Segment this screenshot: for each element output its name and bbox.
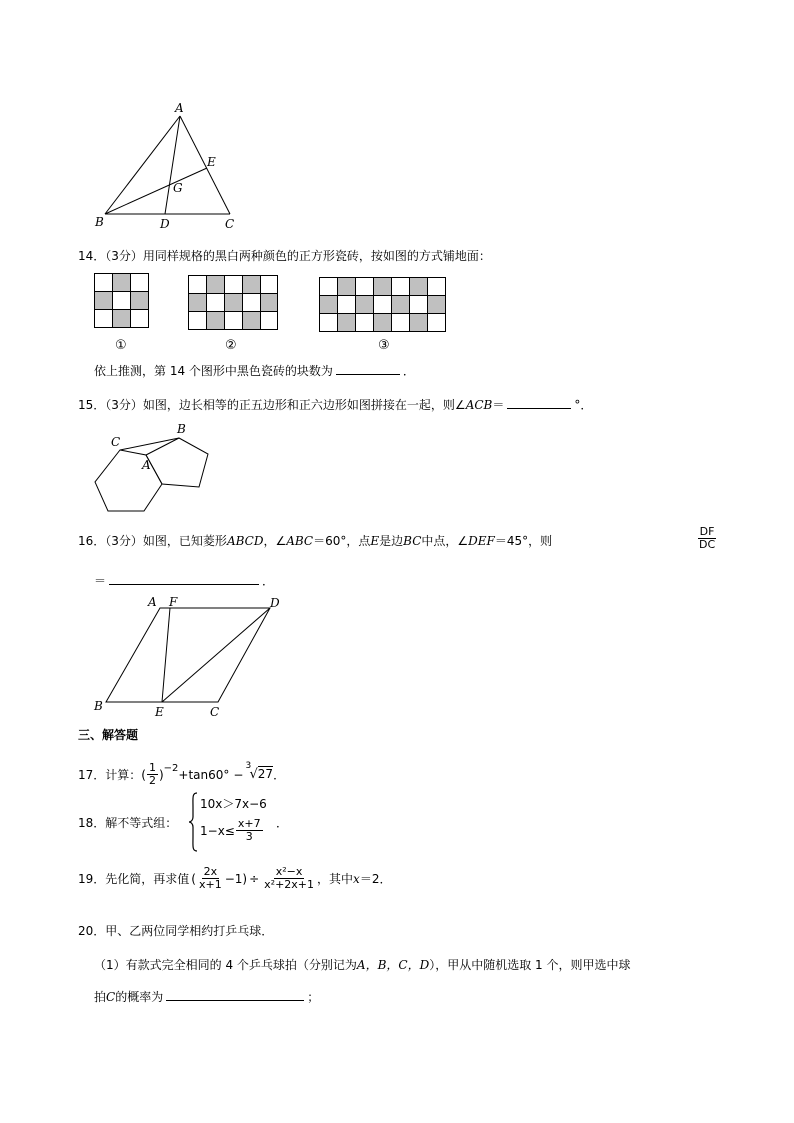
point-e-label: E — [155, 705, 164, 719]
question-14-stem: 14．（3分）用同样规格的黑白两种颜色的正方形瓷砖，按如图的方式铺地面： — [78, 249, 491, 263]
section-heading: 三、解答题 — [78, 728, 139, 742]
pentagon-hexagon-figure — [90, 418, 220, 516]
point-c-label: C — [210, 705, 220, 719]
point-g-label: G — [173, 181, 183, 195]
inequality-2: 1−x≤ $\frac{x+7}{3}$ — [200, 817, 261, 843]
triangle-figure — [85, 96, 255, 236]
question-18-label: 18．解不等式组： — [78, 816, 178, 830]
point-f-label: F — [169, 595, 178, 609]
point-b-label: B — [177, 422, 186, 436]
cube-root: 3 √27 — [245, 761, 274, 782]
question-16-stem: 16．（3分）如图，已知菱形ABCD，∠ABC＝60°，点E是边BC中点，∠DEF＝45°，则 — [78, 534, 553, 548]
answer-blank-14[interactable] — [336, 362, 400, 375]
ratio-fraction: $\frac{DF}{DC}$ — [699, 525, 716, 551]
question-19: 19． 先化简，再求值 ( $\frac{2x}{x+1}$ −1) ÷ $\frac{\text{x²−x}}{\text{x²+2x+1}}$ ，其中 x ＝2． — [78, 865, 392, 891]
question-16-answer-line: ＝ ． — [94, 574, 275, 588]
question-14-followup: 依上推测，第 14 个图形中黑色瓷砖的块数为 ． — [94, 364, 415, 378]
pattern-label-3: ③ — [378, 338, 390, 353]
answer-blank-15[interactable] — [507, 396, 571, 409]
point-e-label: E — [207, 155, 216, 169]
question-20-stem: 20．甲、乙两位同学相约打乒乓球． — [78, 924, 274, 938]
pattern-label-2: ② — [225, 338, 237, 353]
tile-pattern-3 — [319, 277, 446, 333]
point-d-label: D — [270, 596, 280, 610]
pattern-label-1: ① — [115, 338, 127, 353]
tile-pattern-1 — [94, 273, 150, 329]
tile-pattern-2 — [188, 275, 278, 331]
point-b-label: B — [94, 699, 103, 713]
point-d-label: D — [160, 217, 170, 231]
question-20-part-1: （1）有款式完全相同的 4 个乒乓球拍（分别记为A，B，C，D），甲从中随机选取 1 个，则甲选中球 — [94, 958, 631, 972]
question-15-stem: 15．（3分）如图，边长相等的正五边形和正六边形如图拼接在一起，则∠ACB＝ °． — [78, 398, 593, 412]
point-a-label: A — [175, 101, 184, 115]
question-17: 17． 计算： ( $\frac{1}{2}$ ) $^{-2}$ +tan60° − 3 √27 ． — [78, 761, 286, 787]
rhombus-figure — [90, 592, 290, 722]
half-fraction: $\frac{1}{2}$ — [148, 761, 156, 787]
point-b-label: B — [95, 215, 104, 229]
point-a-label: A — [148, 595, 157, 609]
point-c-label: C — [225, 217, 235, 231]
answer-blank-20-1[interactable] — [166, 988, 304, 1001]
point-a-label: A — [142, 458, 151, 472]
inequality-1: 10x＞7x−6 — [200, 797, 267, 811]
system-brace — [188, 792, 198, 852]
answer-blank-16[interactable] — [109, 572, 259, 585]
question-20-part-1-continued: 拍C的概率为 ； — [94, 990, 320, 1004]
point-c-label: C — [111, 435, 121, 449]
